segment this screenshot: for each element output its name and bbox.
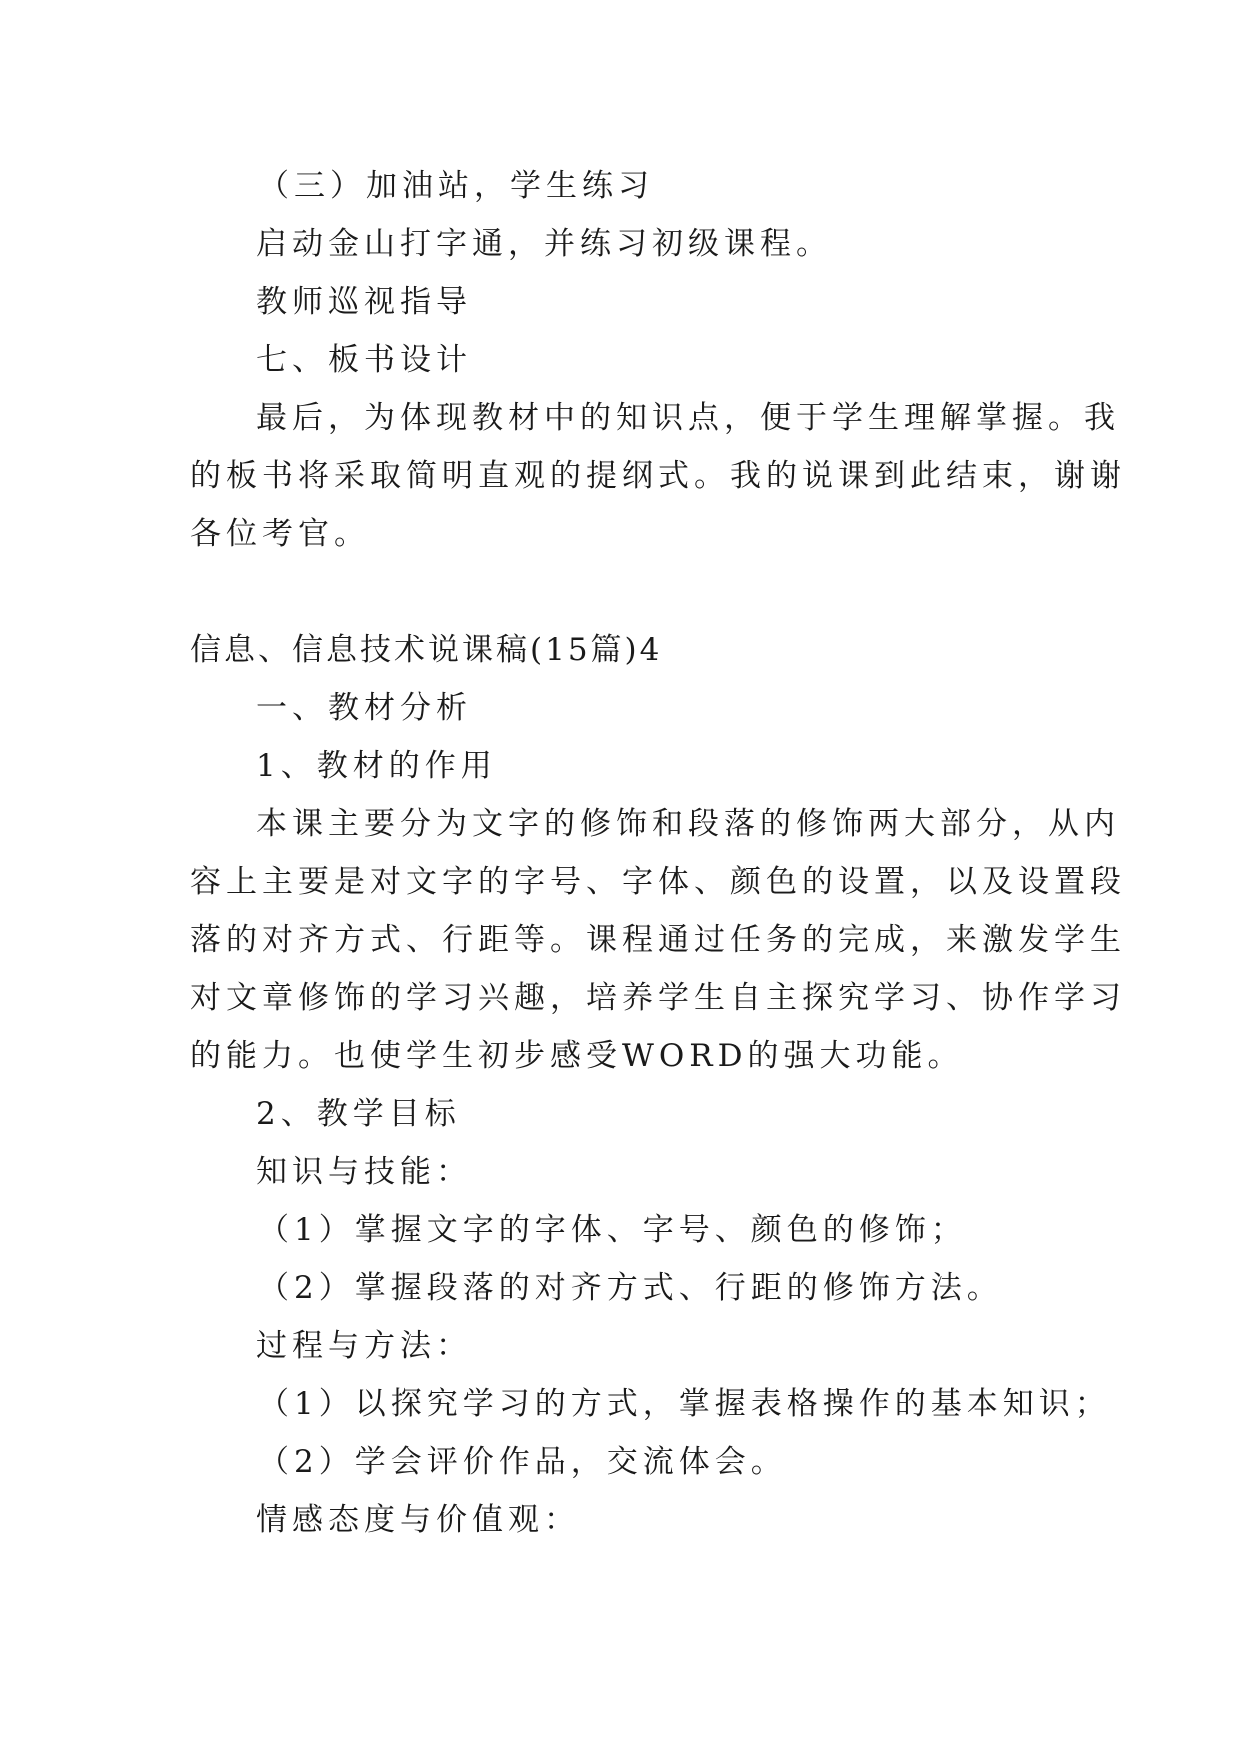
list-item: （1）掌握文字的字体、字号、颜色的修饰； [258, 1212, 967, 1248]
section-heading-board-design: 七、板书设计 [256, 342, 472, 378]
paragraph-line: 知识与技能： [256, 1154, 472, 1190]
paragraph-line: 情感态度与价值观： [256, 1502, 580, 1538]
subheading-goals: 2、教学目标 [256, 1096, 461, 1132]
paragraph-line: 落的对齐方式、行距等。课程通过任务的完成，来激发学生 [190, 922, 1126, 958]
subheading-role: 1、教材的作用 [256, 748, 497, 784]
paragraph-line: 最后，为体现教材中的知识点，便于学生理解掌握。我 [256, 400, 1120, 436]
section-heading-practice: （三）加油站，学生练习 [258, 168, 654, 204]
paragraph-line: 各位考官。 [190, 516, 370, 552]
list-item: （1）以探究学习的方式，掌握表格操作的基本知识； [258, 1386, 1111, 1422]
paragraph-line: 过程与方法： [256, 1328, 472, 1364]
article-title: 信息、信息技术说课稿(15篇)4 [190, 632, 663, 668]
paragraph-line: 的能力。也使学生初步感受WORD的强大功能。 [190, 1038, 964, 1074]
paragraph-line: 启动金山打字通，并练习初级课程。 [256, 226, 832, 262]
list-item: （2）掌握段落的对齐方式、行距的修饰方法。 [258, 1270, 1003, 1306]
paragraph-line: 对文章修饰的学习兴趣，培养学生自主探究学习、协作学习 [190, 980, 1126, 1016]
list-item: （2）学会评价作品，交流体会。 [258, 1444, 787, 1480]
paragraph-line: 教师巡视指导 [256, 284, 472, 320]
section-heading-analysis: 一、教材分析 [256, 690, 472, 726]
paragraph-line: 的板书将采取简明直观的提纲式。我的说课到此结束，谢谢 [190, 458, 1126, 494]
paragraph-line: 容上主要是对文字的字号、字体、颜色的设置，以及设置段 [190, 864, 1126, 900]
paragraph-line: 本课主要分为文字的修饰和段落的修饰两大部分，从内 [256, 806, 1120, 842]
